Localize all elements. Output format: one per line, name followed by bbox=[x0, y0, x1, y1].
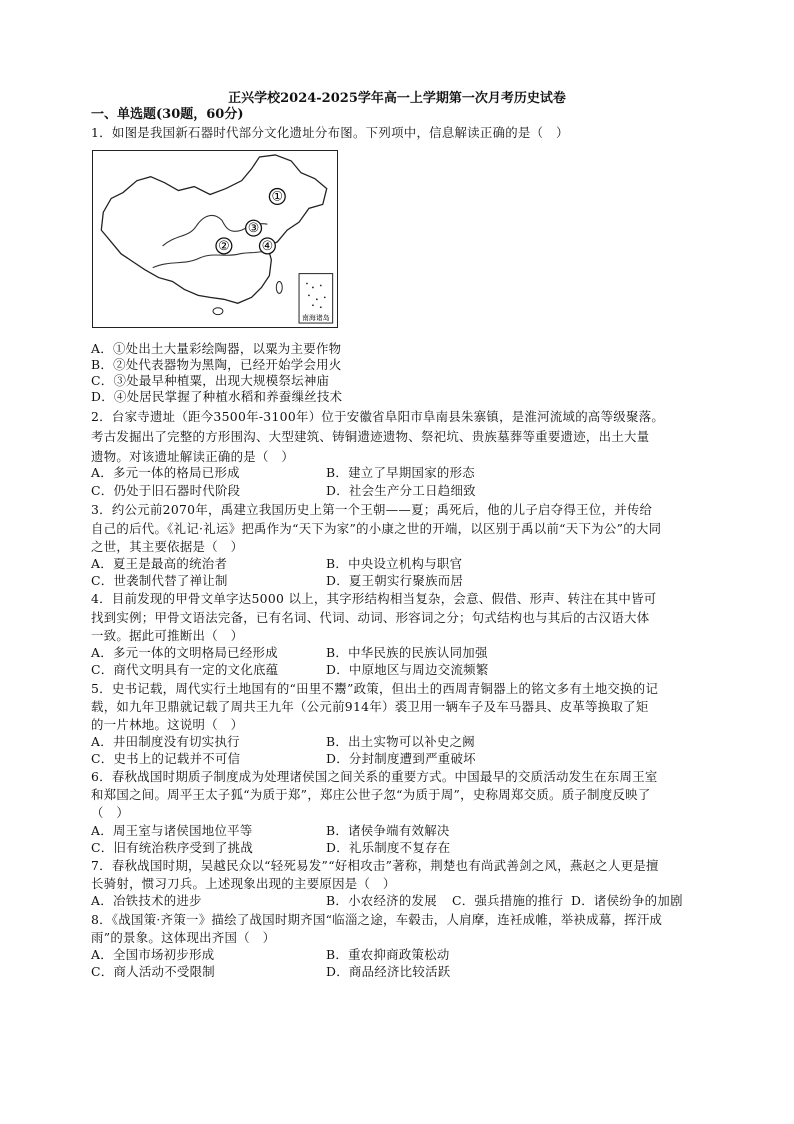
q6-stem-line: 6．春秋战国时期质子制度成为处理诸侯国之间关系的重要方式。中国最早的交质活动发生在东周王室 bbox=[91, 769, 658, 784]
q3-option-c: C．世袭制代替了禅让制 bbox=[91, 573, 228, 588]
q7-stem-line: 长骑射，惯习刀兵。上述现象出现的主要原因是（ ） bbox=[91, 876, 396, 891]
q6-option-d: D．礼乐制度不复存在 bbox=[326, 840, 451, 855]
q5-option-a: A．井田制度没有切实执行 bbox=[91, 734, 240, 749]
q2-option-d: D．社会生产分工日趋细致 bbox=[326, 483, 476, 498]
q7-option-a: A．冶铁技术的进步 bbox=[91, 893, 202, 908]
q8-option-c: C．商人活动不受限制 bbox=[91, 964, 215, 979]
q8-option-b: B．重农抑商政策松动 bbox=[326, 947, 450, 962]
taiwan-island bbox=[276, 282, 282, 294]
q6-stem-line: （ ） bbox=[91, 805, 130, 820]
q4-option-b: B．中华民族的民族认同加强 bbox=[326, 645, 488, 660]
q1-option-c: C．③处最早种植粟，出现大规模祭坛神庙 bbox=[91, 373, 330, 388]
q7-option-d: D．诸侯纷争的加剧 bbox=[571, 893, 683, 908]
q8-stem-line: 雨”的景象。这体现出齐国（ ） bbox=[91, 930, 276, 945]
site-number-2: ② bbox=[218, 238, 230, 254]
q4-stem-line: 4．目前发现的甲骨文单字达5000 以上，其字形结构相当复杂，会意、假借、形声、转注在其中皆可 bbox=[91, 591, 657, 606]
section-heading: 一、单选题(30题，60分) bbox=[91, 107, 244, 122]
q5-stem-line: 5．史书记载，周代实行土地国有的“田里不鬻”政策，但出土的西周青铜器上的铭文多有土地交换的记 bbox=[91, 681, 659, 696]
q2-stem-line: 考古发掘出了完整的方形围沟、大型建筑、铸铜遗迹遗物、祭祀坑、贵族墓葬等重要遗迹，出土大量 bbox=[91, 429, 650, 444]
q4-option-d: D．中原地区与周边交流频繁 bbox=[326, 662, 489, 677]
site-number-4: ④ bbox=[261, 238, 274, 254]
q3-stem-line: 之世，其主要依据是（ ） bbox=[91, 539, 244, 554]
q2-stem-line: 2．台家寺遗址（距今3500年-3100年）位于安徽省阜阳市阜南县朱寨镇，是淮河流域的高等级聚落。 bbox=[91, 409, 665, 424]
q5-option-c: C．史书上的记载并不可信 bbox=[91, 751, 241, 766]
q4-stem-line: 找到实例；甲骨文语法完备，已有名词、代词、动词、形容词之分；句式结构也与其后的古汉语大体 bbox=[91, 610, 650, 625]
q5-option-b: B．出土实物可以补史之阙 bbox=[326, 734, 476, 749]
q6-option-c: C．旧有统治秩序受到了挑战 bbox=[91, 840, 254, 855]
q5-stem-line: 的一片林地。这说明（ ） bbox=[91, 717, 244, 732]
q8-option-a: A．全国市场初步形成 bbox=[91, 947, 215, 962]
site-number-3: ③ bbox=[247, 221, 260, 237]
q5-option-d: D．分封制度遭到严重破坏 bbox=[326, 751, 476, 766]
site-number-1: ① bbox=[271, 189, 284, 205]
q3-stem-line: 自己的后代。《礼记·礼运》把禹作为“天下为家”的小康之世的开端，以区别于禹以前“天下为公”的大同 bbox=[91, 521, 662, 536]
q4-stem-line: 一致。据此可推断出（ ） bbox=[91, 628, 244, 643]
yangtze-river bbox=[153, 250, 270, 268]
inset-label: 南海诸岛 bbox=[302, 314, 330, 323]
exam-title: 正兴学校2024-2025学年高一上学期第一次月考历史试卷 bbox=[228, 91, 566, 106]
q7-option-c: C．强兵措施的推行 bbox=[452, 893, 564, 908]
q1-option-d: D．④处居民掌握了种植水稻和养蚕缫丝技术 bbox=[91, 389, 343, 404]
china-border bbox=[101, 155, 326, 303]
q3-option-a: A．夏王是最高的统治者 bbox=[91, 556, 228, 571]
q8-stem-line: 8．《战国策·齐策一》描绘了战国时期齐国“临淄之途，车毂击，人肩摩，连衽成帷，举袂成幕，挥汗成 bbox=[91, 912, 663, 927]
q7-option-b: B．小农经济的发展 bbox=[326, 893, 437, 908]
q6-stem-line: 和郑国之间。周平王太子狐“为质于郑”，郑庄公世子忽“为质于周”，史称周郑交质。质子制度反映了 bbox=[91, 787, 651, 802]
q6-option-a: A．周王室与诸侯国地位平等 bbox=[91, 823, 253, 838]
q5-stem-line: 载，如九年卫鼎就记载了周共王九年（公元前914年）裘卫用一辆车子及车马器具、皮革等换取了矩 bbox=[91, 699, 649, 714]
q3-option-b: B．中央设立机构与职官 bbox=[326, 556, 463, 571]
neolithic-sites-map bbox=[92, 150, 338, 328]
q3-stem-line: 3．约公元前2070年，禹建立我国历史上第一个王朝——夏；禹死后，他的儿子启夺得王位，并传给 bbox=[91, 502, 653, 517]
q1-option-a: A．①处出土大量彩绘陶器，以粟为主要作物 bbox=[91, 341, 342, 356]
q2-option-b: B．建立了早期国家的形态 bbox=[326, 465, 476, 480]
q3-option-d: D．夏王朝实行聚族而居 bbox=[326, 573, 464, 588]
q1-option-b: B．②处代表器物为黑陶，已经开始学会用火 bbox=[91, 357, 342, 372]
hainan-island bbox=[213, 308, 223, 315]
q8-option-d: D．商品经济比较活跃 bbox=[326, 964, 451, 979]
q2-option-a: A．多元一体的格局已形成 bbox=[91, 465, 240, 480]
q7-stem-line: 7．春秋战国时期，吴越民众以“轻死易发”“好相攻击”著称，荆楚也有尚武善剑之风，燕赵之人更是擅 bbox=[91, 858, 659, 873]
q4-option-a: A．多元一体的文明格局已经形成 bbox=[91, 645, 278, 660]
q4-option-c: C．商代文明具有一定的文化底蕴 bbox=[91, 662, 279, 677]
q1-stem-line: 1．如图是我国新石器时代部分文化遗址分布图。下列项中，信息解读正确的是（ ） bbox=[91, 125, 569, 140]
q2-stem-line: 遗物。对该遗址解读正确的是（ ） bbox=[91, 449, 295, 464]
q6-option-b: B．诸侯争端有效解决 bbox=[326, 823, 450, 838]
china-outline-map bbox=[93, 151, 337, 327]
q2-option-c: C．仍处于旧石器时代阶段 bbox=[91, 483, 241, 498]
